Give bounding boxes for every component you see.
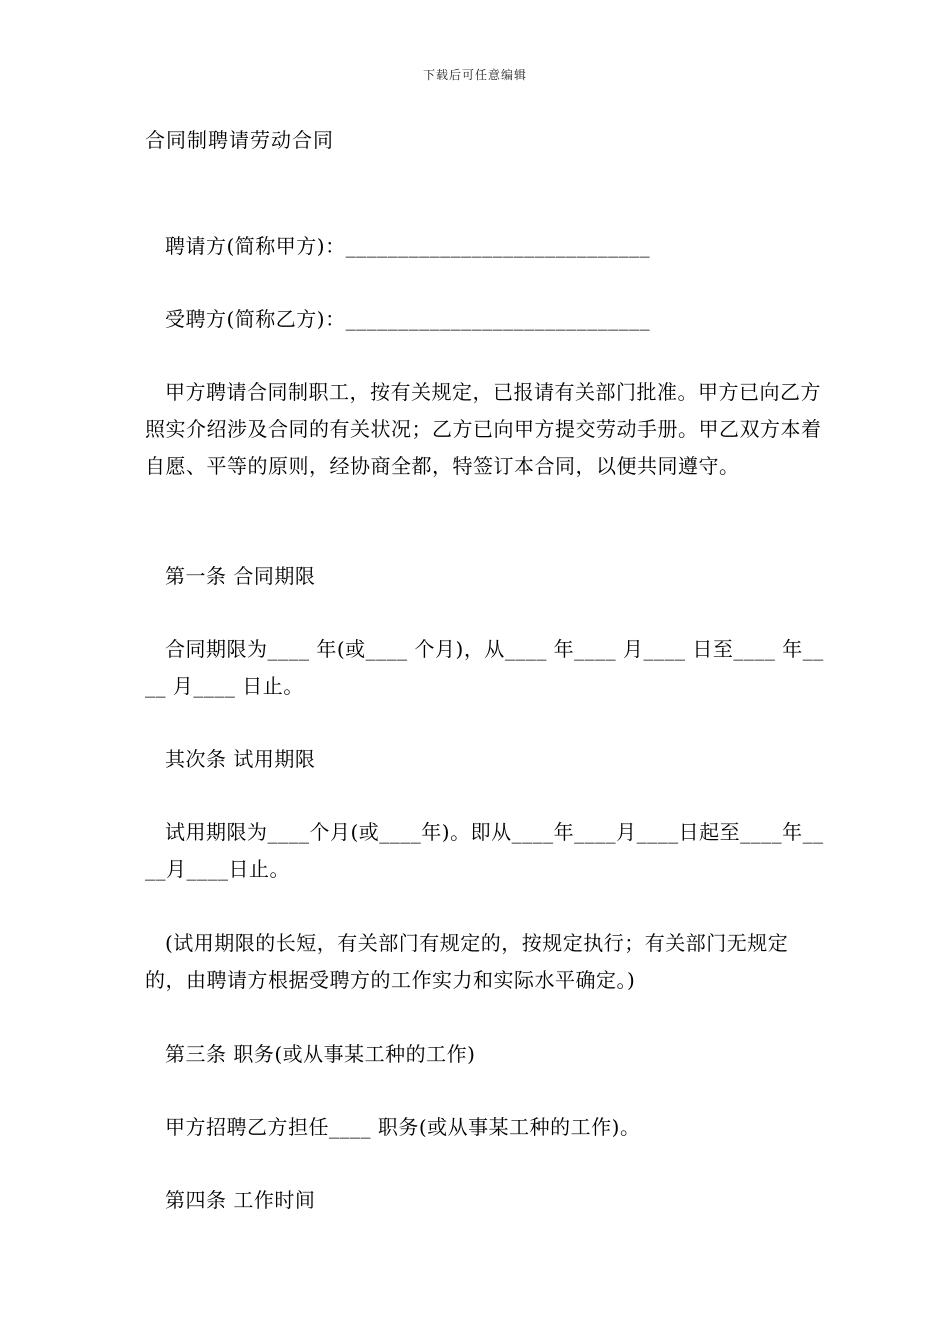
party-a-line: 聘请方(简称甲方)：_____________________________ [165, 234, 651, 258]
article-2-body: 试用期限为____个月(或____年)。即从____年____月____日起至____年____月____日止。 [145, 820, 824, 881]
article-2-note: (试用期限的长短，有关部门有规定的，按规定执行；有关部门无规定的，由聘请方根据受聘方的工作实力和实际水平确定。) [145, 931, 789, 992]
article-1-heading: 第一条 合同期限 [165, 564, 316, 588]
party-b-line: 受聘方(简称乙方)：_____________________________ [165, 307, 651, 331]
article-3-body: 甲方招聘乙方担任____ 职务(或从事某工种的工作)。 [165, 1115, 641, 1139]
header-note: 下载后可任意编辑 [422, 68, 527, 82]
preamble-paragraph: 甲方聘请合同制职工，按有关规定，已报请有关部门批准。甲方已向乙方照实介绍涉及合同的有关状况；乙方已向甲方提交劳动手册。甲乙双方本着自愿、平等的原则，经协商全都，特签订本合同，以便共同遵守。 [145, 380, 822, 478]
document-title: 合同制聘请劳动合同 [145, 128, 334, 152]
article-2-heading: 其次条 试用期限 [165, 747, 316, 771]
article-3-heading: 第三条 职务(或从事某工种的工作) [165, 1042, 476, 1066]
article-4-heading: 第四条 工作时间 [165, 1188, 316, 1212]
article-1-body: 合同期限为____ 年(或____ 个月)，从____ 年____ 月____ 日至____ 年____ 月____ 日止。 [145, 637, 824, 698]
